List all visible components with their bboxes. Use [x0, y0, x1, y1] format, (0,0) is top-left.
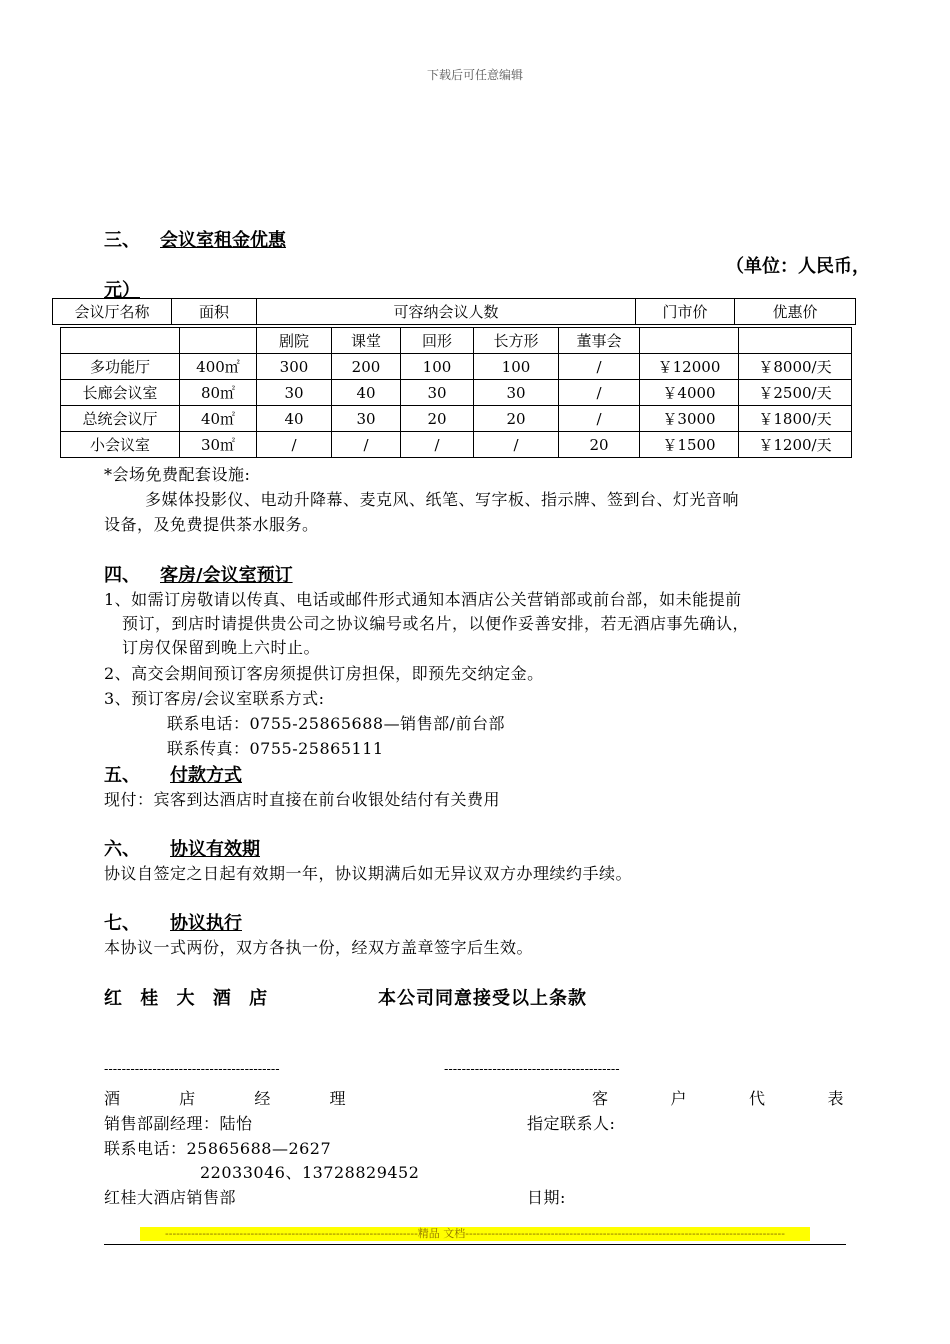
th-ushape: 回形 [401, 328, 474, 354]
footer-divider [104, 1244, 846, 1245]
booking-item1-line2: 预订，到店时请提供贵公司之协议编号或名片，以便作妥善安排，若无酒店事先确认， [122, 614, 750, 633]
booking-fax: 联系传真：0755-25865111 [167, 739, 384, 758]
section5-heading [104, 761, 242, 787]
payment-text: 现付：宾客到达酒店时直接在前台收银处结付有关费用 [104, 790, 501, 809]
hotel-name: 红 桂 大 酒 店 [104, 988, 274, 1009]
page-header-note: 下载后可任意编辑 [426, 68, 523, 82]
unit-note-line1: （单位：人民币， [726, 256, 870, 277]
deputy-manager: 销售部副经理：陆怡 [104, 1114, 253, 1133]
th-name: 会议厅名称 [53, 299, 172, 325]
booking-item1-line3: 订房仅保留到晚上六时止。 [122, 638, 321, 657]
section7-number: 七、 [104, 913, 140, 934]
table-row: 总统会议厅 40㎡ 40 30 20 20 / ￥3000 ￥1800/天 [61, 406, 852, 432]
section5-title: 付款方式 [170, 765, 242, 786]
signature-line-right: ---------------------------------------- [444, 1062, 620, 1077]
booking-item2: 2、高交会期间预订客房须提供订房担保，即预先交纳定金。 [104, 664, 544, 683]
rates-table-header [52, 298, 856, 325]
booking-item1-line1: 1、如需订房敬请以传真、电话或邮件形式通知本酒店公关营销部或前台部，如未能提前 [104, 590, 742, 609]
th-capacity: 可容纳会议人数 [257, 299, 636, 325]
date-label: 日期: [527, 1188, 566, 1207]
section5-number: 五、 [104, 765, 140, 786]
section3-heading [104, 226, 286, 252]
company-agree: 本公司同意接受以上条款 [378, 988, 587, 1009]
table-row: 多功能厅 400㎡ 300 200 100 100 / ￥12000 ￥8000/天 [61, 354, 852, 380]
sales-dept: 红桂大酒店销售部 [104, 1188, 237, 1207]
section7-title: 协议执行 [170, 913, 242, 934]
signature-tel2: 22033046、13728829452 [200, 1163, 420, 1182]
th-rack: 门市价 [636, 299, 735, 325]
rates-table [60, 327, 852, 458]
unit-note-line2: 元） [104, 280, 140, 301]
execution-text: 本协议一式两份，双方各执一份，经双方盖章签字后生效。 [104, 938, 534, 957]
section4-number: 四、 [104, 565, 140, 586]
section4-title: 客房/会议室预订 [160, 565, 293, 586]
th-area: 面积 [172, 299, 257, 325]
signature-line-left: ---------------------------------------- [104, 1062, 280, 1077]
booking-item3: 3、预订客房/会议室联系方式: [104, 689, 325, 708]
section6-title: 协议有效期 [170, 839, 260, 860]
validity-text: 协议自签定之日起有效期一年，协议期满后如无异议双方办理续约手续。 [104, 864, 633, 883]
th-rectangle: 长方形 [474, 328, 559, 354]
facilities-label: *会场免费配套设施: [104, 465, 251, 484]
table-row: 小会议室 30㎡ / / / / 20 ￥1500 ￥1200/天 [61, 432, 852, 458]
section3-title: 会议室租金优惠 [160, 230, 286, 251]
signature-tel: 联系电话：25865688—2627 [104, 1139, 332, 1158]
section4-heading [104, 561, 293, 587]
section7-heading [104, 909, 242, 935]
booking-phone: 联系电话：0755-25865688—销售部/前台部 [167, 714, 505, 733]
facilities-line2: 设备，及免费提供茶水服务。 [104, 515, 319, 534]
footer-watermark: --------------------------------------------------------------------精品 文档-------------------------------------------------------------------------------------- [140, 1227, 810, 1241]
table-subheader-row [61, 328, 852, 354]
section3-number: 三、 [104, 230, 140, 251]
section6-number: 六、 [104, 839, 140, 860]
hotel-manager-label: 酒 店 经 理 [104, 1089, 346, 1108]
th-discount: 优惠价 [735, 299, 856, 325]
client-rep-label: 客 户 代 表 [592, 1089, 844, 1108]
contact-person-label: 指定联系人: [527, 1114, 616, 1133]
th-theater: 剧院 [257, 328, 332, 354]
th-boardroom: 董事会 [559, 328, 640, 354]
section6-heading [104, 835, 260, 861]
facilities-line1: 多媒体投影仪、电动升降幕、麦克风、纸笔、写字板、指示牌、签到台、灯光音响 [145, 490, 740, 509]
table-row: 长廊会议室 80㎡ 30 40 30 30 / ￥4000 ￥2500/天 [61, 380, 852, 406]
th-classroom: 课堂 [332, 328, 401, 354]
